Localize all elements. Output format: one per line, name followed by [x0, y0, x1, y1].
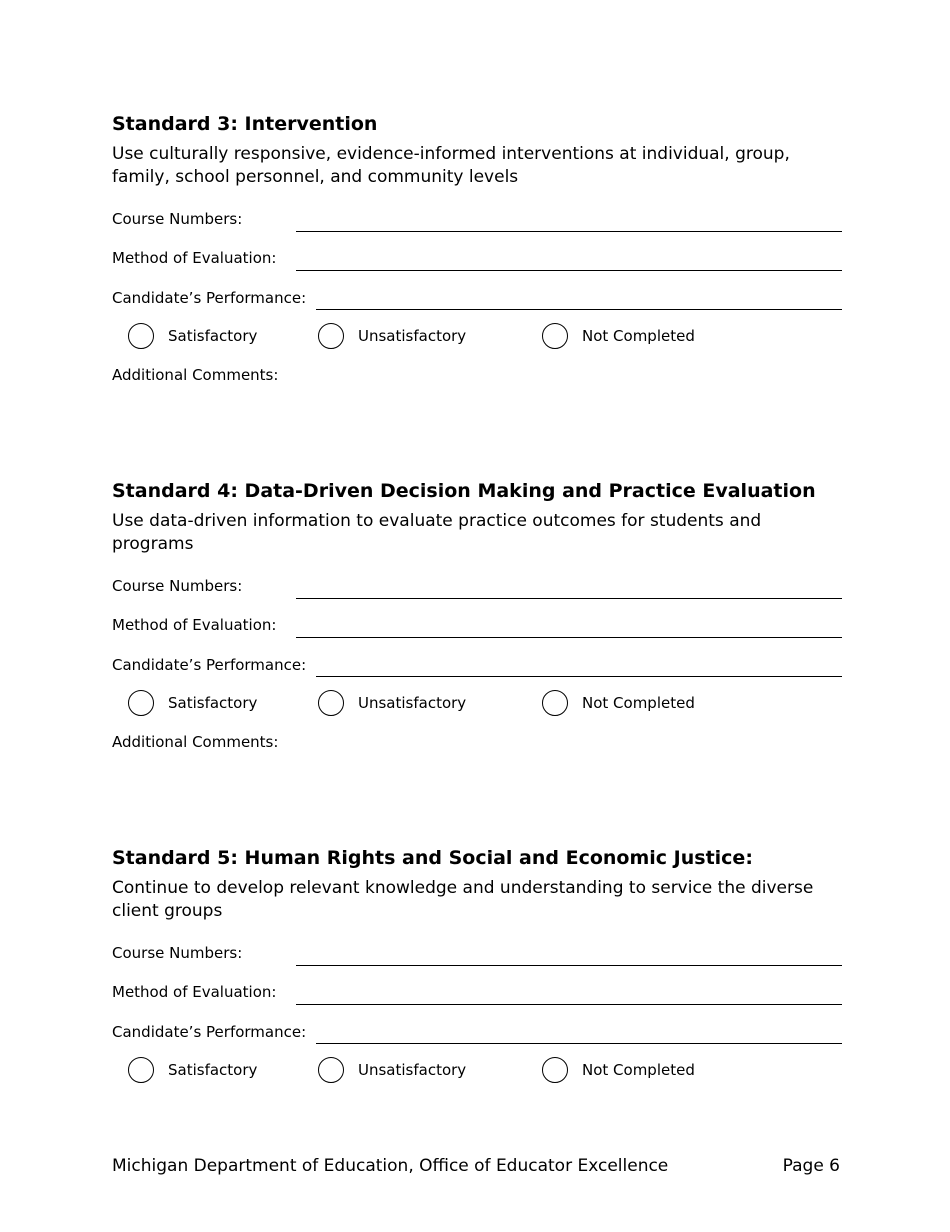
- method-of-evaluation-field[interactable]: [296, 270, 842, 271]
- radio-circle[interactable]: [128, 1057, 154, 1083]
- radio-circle[interactable]: [128, 323, 154, 349]
- candidate-performance-field[interactable]: [316, 309, 842, 310]
- radio-label: Unsatisfactory: [358, 694, 467, 712]
- course-numbers-label: Course Numbers:: [112, 210, 243, 228]
- radio-label: Satisfactory: [168, 694, 258, 712]
- satisfactory-radio[interactable]: [128, 690, 257, 716]
- radio-label: Not Completed: [582, 694, 695, 712]
- unsatisfactory-radio[interactable]: [318, 690, 466, 716]
- candidate-performance-label: Candidate’s Performance:: [112, 656, 307, 674]
- unsatisfactory-radio[interactable]: [318, 1057, 466, 1083]
- standard-description: Use culturally responsive, evidence-informed interventions at individual, group, family, school personnel, and community levels: [112, 144, 790, 187]
- standard-5-section: [112, 846, 842, 1096]
- not-completed-radio[interactable]: [542, 323, 695, 349]
- satisfactory-radio[interactable]: [128, 323, 257, 349]
- radio-circle[interactable]: [128, 690, 154, 716]
- radio-circle[interactable]: [318, 323, 344, 349]
- method-of-evaluation-label: Method of Evaluation:: [112, 249, 277, 267]
- not-completed-radio[interactable]: [542, 690, 695, 716]
- standard-title: Standard 3: Intervention: [112, 113, 378, 135]
- standard-description: Use data-driven information to evaluate practice outcomes for students and programs: [112, 511, 762, 554]
- standard-description: Continue to develop relevant knowledge and understanding to service the diverse client groups: [112, 878, 814, 921]
- standard-title: Standard 5: Human Rights and Social and Economic Justice:: [112, 847, 753, 869]
- candidate-performance-field[interactable]: [316, 1043, 842, 1044]
- radio-label: Satisfactory: [168, 1061, 258, 1079]
- course-numbers-label: Course Numbers:: [112, 577, 243, 595]
- radio-label: Unsatisfactory: [358, 1061, 467, 1079]
- course-numbers-field[interactable]: [296, 231, 842, 232]
- standard-4-section: [112, 479, 842, 769]
- not-completed-radio[interactable]: [542, 1057, 695, 1083]
- course-numbers-field[interactable]: [296, 598, 842, 599]
- standard-3-section: [112, 112, 842, 402]
- additional-comments-label: Additional Comments:: [112, 366, 279, 384]
- method-of-evaluation-label: Method of Evaluation:: [112, 616, 277, 634]
- method-of-evaluation-label: Method of Evaluation:: [112, 983, 277, 1001]
- candidate-performance-label: Candidate’s Performance:: [112, 1023, 307, 1041]
- footer-organization: Michigan Department of Education, Office of Educator Excellence: [112, 1156, 669, 1176]
- radio-label: Satisfactory: [168, 327, 258, 345]
- radio-label: Not Completed: [582, 327, 695, 345]
- page-number: Page 6: [782, 1156, 840, 1176]
- course-numbers-label: Course Numbers:: [112, 944, 243, 962]
- method-of-evaluation-field[interactable]: [296, 637, 842, 638]
- additional-comments-label: Additional Comments:: [112, 733, 279, 751]
- standard-title: Standard 4: Data-Driven Decision Making and Practice Evaluation: [112, 480, 816, 502]
- radio-circle[interactable]: [318, 690, 344, 716]
- radio-circle[interactable]: [542, 690, 568, 716]
- radio-circle[interactable]: [318, 1057, 344, 1083]
- unsatisfactory-radio[interactable]: [318, 323, 466, 349]
- satisfactory-radio[interactable]: [128, 1057, 257, 1083]
- candidate-performance-label: Candidate’s Performance:: [112, 289, 307, 307]
- radio-label: Not Completed: [582, 1061, 695, 1079]
- course-numbers-field[interactable]: [296, 965, 842, 966]
- radio-circle[interactable]: [542, 1057, 568, 1083]
- method-of-evaluation-field[interactable]: [296, 1004, 842, 1005]
- candidate-performance-field[interactable]: [316, 676, 842, 677]
- radio-label: Unsatisfactory: [358, 327, 467, 345]
- radio-circle[interactable]: [542, 323, 568, 349]
